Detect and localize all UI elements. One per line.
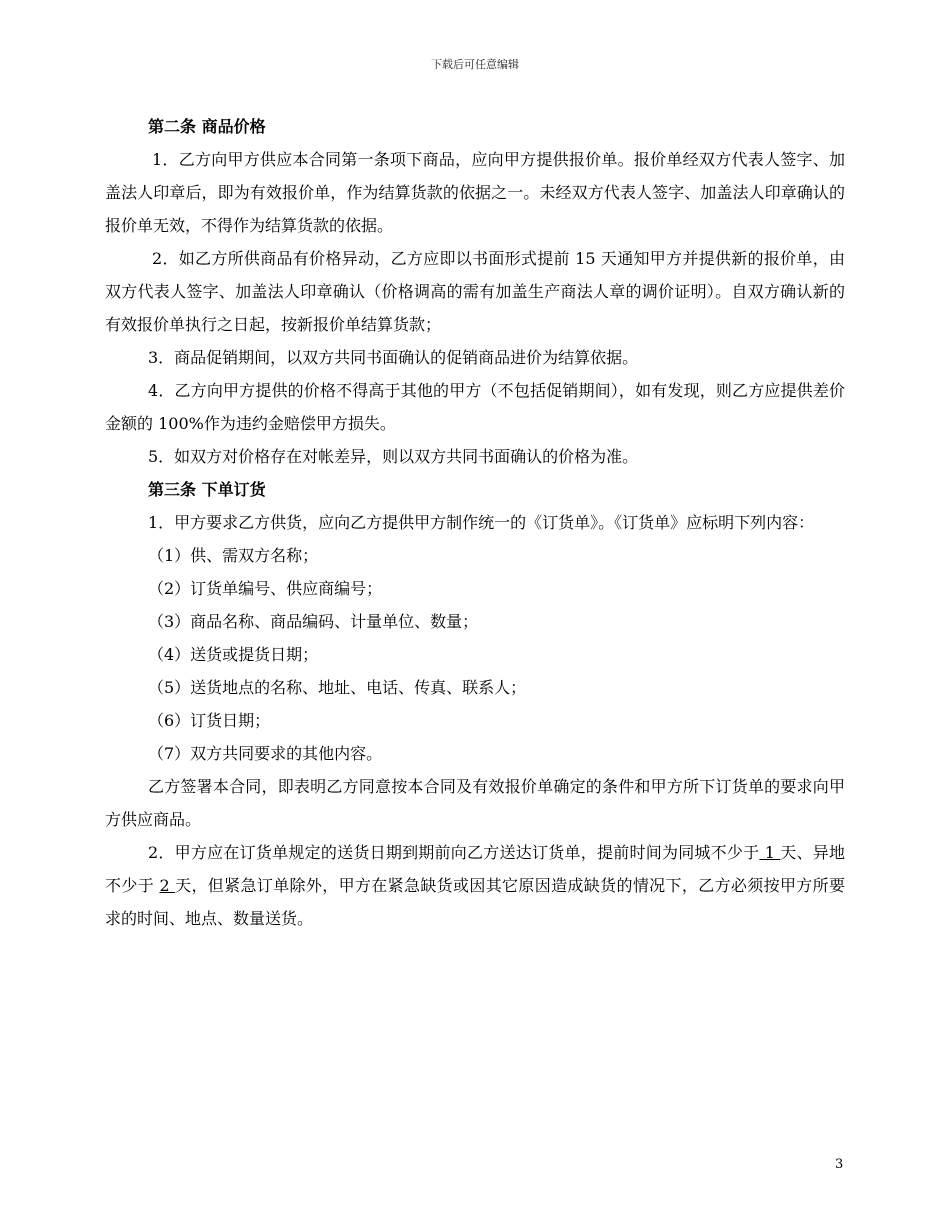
page-header: 下载后可任意编辑 xyxy=(431,58,519,71)
list-item: （6）订货日期； xyxy=(148,711,271,730)
article-2-title: 第二条 商品价格 xyxy=(148,117,266,136)
article-3-paragraph-1: 1．甲方要求乙方供货，应向乙方提供甲方制作统一的《订货单》。《订货单》应标明下列内容： xyxy=(148,513,815,532)
article-3-signing-paragraph: 乙方签署本合同，即表明乙方同意按本合同及有效报价单确定的条件和甲方所下订货单的要求向甲方供应商品。 xyxy=(105,777,845,829)
list-item: （1）供、需双方名称； xyxy=(148,546,319,565)
article-2-paragraph-4: 4．乙方向甲方提供的价格不得高于其他的甲方（不包括促销期间），如有发现，则乙方应提供差价金额的 100%作为违约金赔偿甲方损失。 xyxy=(105,381,845,433)
list-item: （4）送货或提货日期； xyxy=(148,645,319,664)
list-item: （2）订货单编号、供应商编号； xyxy=(148,579,383,598)
article-3-title: 第三条 下单订货 xyxy=(148,480,266,499)
underlined-days-other-city: 2 xyxy=(159,876,176,895)
article-2-paragraph-5: 5．如双方对价格存在对帐差异，则以双方共同书面确认的价格为准。 xyxy=(148,447,639,466)
article-2-paragraph-3: 3．商品促销期间，以双方共同书面确认的促销商品进价为结算依据。 xyxy=(148,348,639,367)
document-body xyxy=(105,110,845,935)
list-item: （3）商品名称、商品编码、计量单位、数量； xyxy=(148,612,479,631)
page-number: 3 xyxy=(835,1157,844,1172)
article-2-paragraph-1: 1．乙方向甲方供应本合同第一条项下商品，应向甲方提供报价单。报价单经双方代表人签字、加盖法人印章后，即为有效报价单，作为结算货款的依据之一。未经双方代表人签字、加盖法人印章确认的报价单无效，不得作为结算货款的依据。 xyxy=(105,150,845,235)
paragraph-text: 2．甲方应在订货单规定的送货日期到期前向乙方送达订货单，提前时间为同城不少于 xyxy=(148,843,760,862)
paragraph-text: 天，但紧急订单除外，甲方在紧急缺货或因其它原因造成缺货的情况下，乙方必须按甲方所要求的时间、地点、数量送货。 xyxy=(105,876,845,928)
article-3-paragraph-2 xyxy=(105,836,845,935)
article-2-paragraph-2: 2．如乙方所供商品有价格异动，乙方应即以书面形式提前 15 天通知甲方并提供新的报价单，由双方代表人签字、加盖法人印章确认（价格调高的需有加盖生产商法人章的调价证明）。自双方确认新的有效报价单执行之日起，按新报价单结算货款； xyxy=(105,249,845,334)
list-item: （7）双方共同要求的其他内容。 xyxy=(148,744,383,763)
list-item: （5）送货地点的名称、地址、电话、传真、联系人； xyxy=(148,678,527,697)
paragraph-text: 天、异地不少于 xyxy=(105,843,845,895)
underlined-days-same-city: 1 xyxy=(759,843,781,862)
